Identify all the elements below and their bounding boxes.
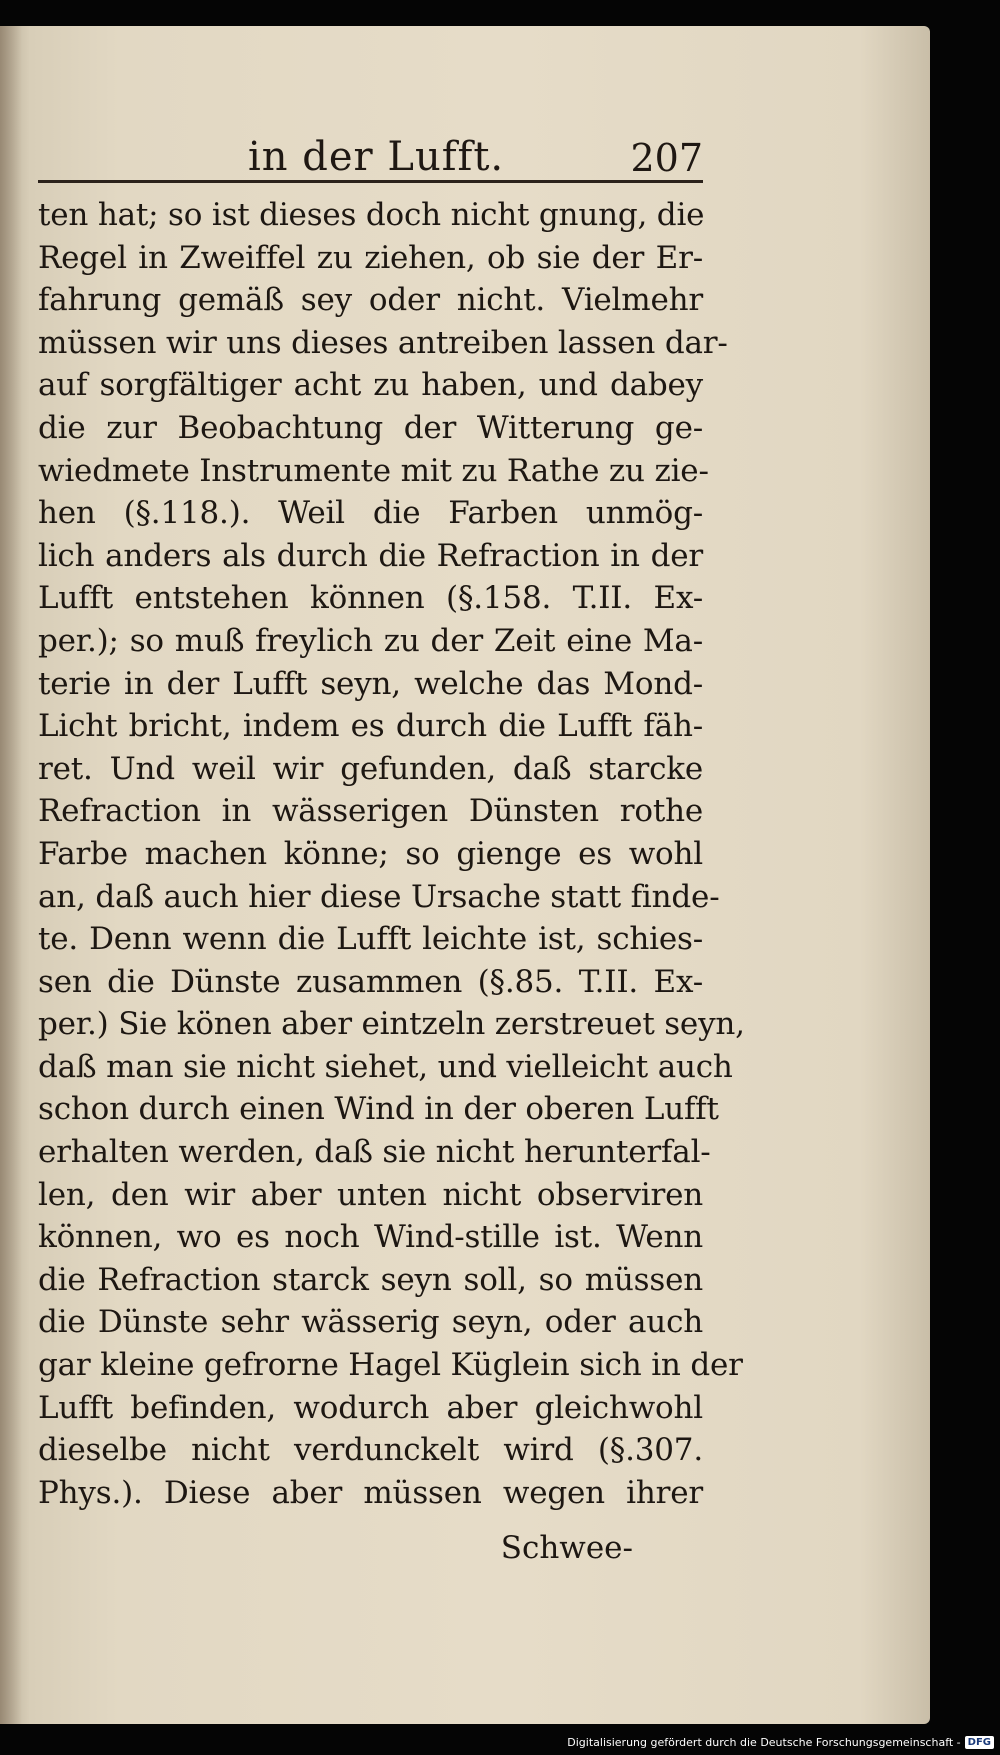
- text-line: Licht bricht, indem es durch die Lufft fäh-: [38, 708, 703, 745]
- running-head-title: in der Lufft.: [248, 134, 505, 180]
- text-line: die Refraction starck seyn soll, so müssen: [38, 1261, 703, 1298]
- text-line: sen die Dünste zusammen (§.85. T.II. Ex-: [38, 963, 703, 1000]
- text-line: müssen wir uns dieses antreiben lassen dar-: [38, 324, 728, 361]
- text-line: können, wo es noch Wind-stille ist. Wenn: [38, 1219, 703, 1256]
- text-line: per.); so muß freylich zu der Zeit eine Ma-: [38, 622, 703, 659]
- text-line: daß man sie nicht siehet, und vielleicht auch: [38, 1048, 733, 1085]
- text-line: Regel in Zweiffel zu ziehen, ob sie der Er-: [38, 239, 703, 276]
- text-line: dieselbe nicht verdunckelt wird (§.307.: [38, 1432, 703, 1469]
- digitization-credit: [567, 1733, 994, 1751]
- text-line: len, den wir aber unten nicht observiren: [38, 1176, 703, 1213]
- body-text: [38, 194, 745, 1514]
- text-line: wiedmete Instrumente mit zu Rathe zu zie-: [38, 452, 709, 489]
- text-line: Refraction in wässerigen Dünsten rothe: [38, 793, 703, 830]
- text-line: fahrung gemäß sey oder nicht. Vielmehr: [38, 282, 703, 319]
- text-line: Farbe machen könne; so gienge es wohl: [38, 835, 703, 872]
- text-line: erhalten werden, daß sie nicht herunterfal-: [38, 1134, 711, 1171]
- text-line: ret. Und weil wir gefunden, daß starcke: [38, 750, 703, 787]
- text-line: ten hat; so ist dieses doch nicht gnung, die: [38, 197, 705, 233]
- page-number: 207: [630, 136, 703, 180]
- text-line: gar kleine gefrorne Hagel Küglein sich in der: [38, 1347, 743, 1384]
- credit-text: Digitalisierung gefördert durch die Deutsche Forschungsgemeinschaft -: [567, 1735, 961, 1749]
- dfg-logo: DFG: [965, 1736, 994, 1749]
- text-line: Lufft befinden, wodurch aber gleichwohl: [38, 1389, 703, 1426]
- text-line: schon durch einen Wind in der oberen Lufft: [38, 1091, 719, 1128]
- text-line: Lufft entstehen können (§.158. T.II. Ex-: [38, 580, 703, 617]
- book-page: [0, 26, 930, 1724]
- text-line: auf sorgfältiger acht zu haben, und dabey: [38, 367, 703, 404]
- text-line: die Dünste sehr wässerig seyn, oder auch: [38, 1304, 703, 1341]
- text-line: per.) Sie könen aber eintzeln zerstreuet seyn,: [38, 1006, 745, 1043]
- text-line: lich anders als durch die Refraction in der: [38, 537, 703, 574]
- text-line: Phys.). Diese aber müssen wegen ihrer: [38, 1474, 703, 1511]
- text-line: die zur Beobachtung der Witterung ge-: [38, 409, 703, 446]
- text-line: te. Denn wenn die Lufft leichte ist, schies-: [38, 921, 703, 958]
- text-line: hen (§.118.). Weil die Farben unmög-: [38, 495, 703, 532]
- text-line: terie in der Lufft seyn, welche das Mond-: [38, 665, 703, 702]
- text-line: an, daß auch hier diese Ursache statt finde-: [38, 878, 720, 915]
- running-head: [38, 134, 703, 183]
- catchword: Schwee-: [500, 1530, 633, 1566]
